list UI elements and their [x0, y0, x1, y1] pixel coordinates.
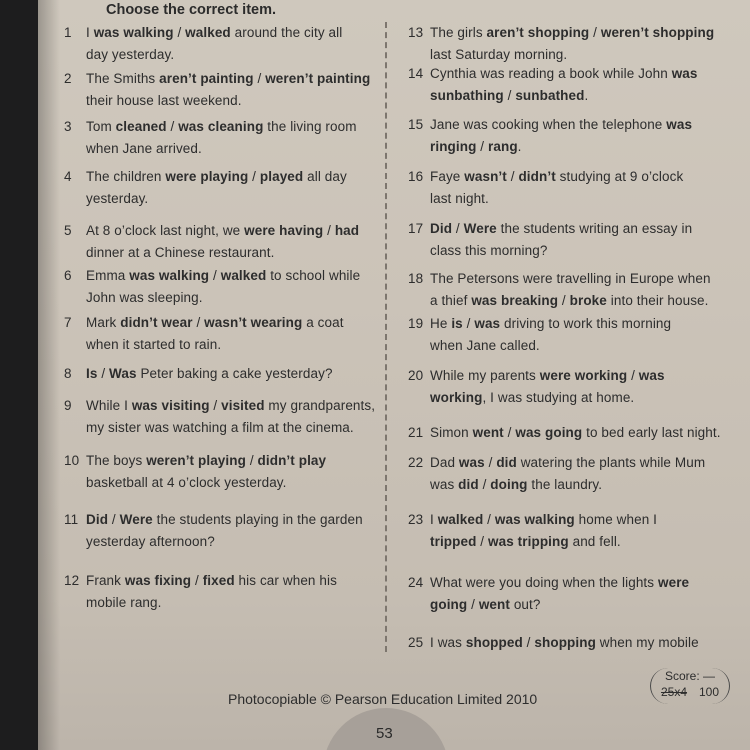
question-number: 3	[64, 119, 72, 134]
answer-option: Did	[430, 221, 453, 236]
question-text: The boys	[86, 453, 147, 468]
question-number: 11	[64, 512, 79, 527]
answer-option: was tripping	[488, 534, 569, 549]
answer-option: went	[472, 425, 504, 440]
score-right: 100	[698, 685, 720, 699]
question-text: last night.	[430, 191, 489, 206]
question-text: He	[430, 316, 452, 331]
question-text: The Smiths	[86, 71, 160, 86]
score-left: 25x4	[660, 685, 688, 699]
answer-option: did	[458, 477, 479, 492]
question-text: The girls	[430, 25, 487, 40]
question-number: 4	[64, 169, 72, 184]
question-text: While my parents	[430, 368, 540, 383]
question-16	[408, 166, 740, 210]
question-text: day yesterday.	[86, 47, 175, 62]
question-text: I	[430, 512, 438, 527]
question-text: yesterday.	[86, 191, 149, 206]
question-text: .	[517, 139, 522, 154]
question-text: John was sleeping.	[86, 290, 203, 305]
question-text: /	[253, 71, 266, 86]
question-number: 2	[64, 71, 72, 86]
question-19	[408, 313, 740, 357]
question-number: 9	[64, 398, 72, 413]
question-22	[408, 452, 740, 496]
answer-option: were having	[244, 223, 324, 238]
question-13	[408, 22, 740, 66]
answer-option: weren’t playing	[146, 453, 246, 468]
question-text: /	[506, 169, 519, 184]
answer-option: were	[657, 575, 690, 590]
question-text: Emma	[86, 268, 130, 283]
question-text: /	[522, 635, 535, 650]
question-text: /	[467, 597, 479, 612]
question-text: class this morning?	[430, 243, 548, 258]
question-number: 5	[64, 223, 72, 238]
question-number: 21	[408, 425, 424, 440]
answer-option: was	[666, 117, 693, 132]
question-text: mobile rang.	[86, 595, 162, 610]
question-text: their house last weekend.	[86, 93, 242, 108]
question-text: /	[97, 366, 110, 381]
question-8	[64, 363, 386, 385]
question-18	[408, 268, 740, 312]
question-24	[408, 572, 740, 616]
answer-option: weren’t painting	[265, 71, 371, 86]
question-text: Dad	[430, 455, 459, 470]
question-text: yesterday afternoon?	[86, 534, 215, 549]
answer-option: visited	[221, 398, 265, 413]
question-text: /	[248, 169, 260, 184]
answer-option: doing	[490, 477, 528, 492]
question-number: 6	[64, 268, 72, 283]
score-box	[650, 668, 730, 704]
question-text: was	[430, 477, 459, 492]
question-number: 18	[408, 271, 424, 286]
answer-option: played	[259, 169, 304, 184]
score-values-row	[651, 684, 729, 700]
question-2	[64, 68, 386, 112]
question-12	[64, 570, 386, 614]
question-text: /	[192, 315, 205, 330]
answer-option: was	[671, 66, 698, 81]
question-number: 13	[408, 25, 424, 40]
question-text: the living room	[263, 119, 357, 134]
answer-option: cleaned	[115, 119, 167, 134]
question-number: 23	[408, 512, 424, 527]
answer-option: walked	[220, 268, 267, 283]
question-text: when Jane called.	[430, 338, 540, 353]
answer-option: Is	[86, 366, 98, 381]
question-text: Mark	[86, 315, 121, 330]
question-1	[64, 22, 386, 66]
answer-option: was fixing	[124, 573, 192, 588]
question-text: Faye	[430, 169, 465, 184]
answer-option: shopped	[465, 635, 523, 650]
question-7	[64, 312, 386, 356]
question-text: The Petersons were travelling in Europe when	[430, 271, 711, 286]
question-text: basketball at 4 o’clock yesterday.	[86, 475, 287, 490]
question-text: driving to work this morning	[500, 316, 672, 331]
answer-option: went	[478, 597, 510, 612]
question-text: /	[476, 534, 489, 549]
question-text: The children	[86, 169, 166, 184]
question-text: Cynthia was reading a book while John	[430, 66, 672, 81]
question-text: /	[245, 453, 258, 468]
question-number: 19	[408, 316, 424, 331]
question-number: 20	[408, 368, 424, 383]
question-number: 17	[408, 221, 424, 236]
answer-option: were playing	[165, 169, 249, 184]
answer-option: didn’t play	[257, 453, 327, 468]
question-text: Frank	[86, 573, 125, 588]
question-text: , I was studying at home.	[482, 390, 635, 405]
answer-option: wasn’t wearing	[204, 315, 303, 330]
question-text: when Jane arrived.	[86, 141, 202, 156]
question-text: out?	[509, 597, 541, 612]
score-label: Score:	[664, 669, 700, 683]
answer-option: Were	[119, 512, 153, 527]
question-text: What were you doing when the lights	[430, 575, 658, 590]
question-text: /	[173, 25, 186, 40]
question-text: .	[584, 88, 589, 103]
question-text: /	[627, 368, 639, 383]
question-text: I was	[430, 635, 466, 650]
question-text: /	[166, 119, 179, 134]
answer-option: was walking	[494, 512, 575, 527]
workbook-page	[38, 0, 750, 750]
question-text: last Saturday morning.	[430, 47, 568, 62]
question-text: Peter baking a cake yesterday?	[136, 366, 333, 381]
answer-option: was walking	[93, 25, 174, 40]
question-text: dinner at a Chinese restaurant.	[86, 245, 275, 260]
question-text: a coat	[302, 315, 344, 330]
question-text: /	[209, 398, 222, 413]
question-4	[64, 166, 386, 210]
answer-option: Were	[463, 221, 497, 236]
answer-option: was	[458, 455, 485, 470]
question-text: Jane was cooking when the telephone	[430, 117, 667, 132]
answer-option: Did	[86, 512, 109, 527]
question-number: 22	[408, 455, 424, 470]
question-25	[408, 632, 740, 654]
question-text: /	[323, 223, 335, 238]
question-text: to school while	[266, 268, 361, 283]
answer-option: didn’t	[518, 169, 556, 184]
question-text: the students playing in the garden	[152, 512, 363, 527]
answer-option: wasn’t	[464, 169, 507, 184]
question-number: 12	[64, 573, 80, 588]
question-15	[408, 114, 740, 158]
question-20	[408, 365, 740, 409]
page-number: 53	[376, 725, 393, 742]
question-10	[64, 450, 386, 494]
question-text: Tom	[86, 119, 116, 134]
question-text: around the city all	[230, 25, 343, 40]
question-text: /	[483, 512, 495, 527]
answer-option: didn’t wear	[120, 315, 193, 330]
question-17	[408, 218, 740, 262]
question-text: I	[86, 25, 94, 40]
question-text: into their house.	[606, 293, 709, 308]
question-number: 10	[64, 453, 80, 468]
answer-option: was visiting	[131, 398, 210, 413]
answer-option: aren’t shopping	[486, 25, 590, 40]
question-text: /	[503, 88, 516, 103]
answer-option: shopping	[534, 635, 596, 650]
question-text: Simon	[430, 425, 473, 440]
question-text: a thief	[430, 293, 472, 308]
answer-option: walked	[437, 512, 484, 527]
question-text: /	[478, 477, 491, 492]
question-text: While I	[86, 398, 132, 413]
question-text: /	[452, 221, 464, 236]
question-text: the laundry.	[527, 477, 603, 492]
question-text: /	[191, 573, 203, 588]
question-text: the students writing an essay in	[496, 221, 693, 236]
question-5	[64, 220, 386, 264]
answer-option: ringing	[430, 139, 477, 154]
answer-option: aren’t painting	[159, 71, 254, 86]
question-text: /	[484, 455, 497, 470]
question-text: /	[589, 25, 601, 40]
question-text: my grandparents,	[264, 398, 376, 413]
answer-option: was walking	[129, 268, 210, 283]
score-dash: —	[703, 669, 716, 683]
score-label-row	[651, 668, 729, 684]
answer-option: going	[430, 597, 468, 612]
question-text: /	[209, 268, 221, 283]
question-23	[408, 509, 740, 553]
answer-option: working	[430, 390, 483, 405]
answer-option: weren’t shopping	[600, 25, 715, 40]
question-text: home when I	[574, 512, 658, 527]
question-number: 8	[64, 366, 72, 381]
question-text: all day	[303, 169, 347, 184]
question-text: At 8 o’clock last night, we	[86, 223, 245, 238]
question-text: when my mobile	[595, 635, 699, 650]
question-21	[408, 422, 740, 444]
question-text: and fell.	[568, 534, 621, 549]
question-text: /	[462, 316, 475, 331]
question-text: his car when his	[234, 573, 337, 588]
question-number: 25	[408, 635, 424, 650]
answer-option: was going	[515, 425, 583, 440]
question-text: studying at 9 o’clock	[555, 169, 684, 184]
answer-option: walked	[185, 25, 231, 40]
answer-option: had	[334, 223, 360, 238]
answer-option: sunbathed	[515, 88, 585, 103]
answer-option: was breaking	[471, 293, 559, 308]
answer-option: Was	[109, 366, 137, 381]
question-6	[64, 265, 386, 309]
question-text: my sister was watching a film at the cinema.	[86, 420, 354, 435]
answer-option: sunbathing	[430, 88, 504, 103]
answer-option: was	[474, 316, 501, 331]
question-text: when it started to rain.	[86, 337, 222, 352]
question-text: /	[476, 139, 489, 154]
question-text: watering the plants while Mum	[516, 455, 706, 470]
answer-option: is	[451, 316, 463, 331]
question-number: 16	[408, 169, 424, 184]
answer-option: broke	[569, 293, 607, 308]
exercise-heading: Choose the correct item.	[106, 2, 277, 18]
question-text: /	[558, 293, 570, 308]
answer-option: were working	[539, 368, 628, 383]
question-number: 1	[64, 25, 72, 40]
question-number: 15	[408, 117, 424, 132]
question-14	[408, 63, 740, 107]
answer-option: was cleaning	[178, 119, 264, 134]
question-9	[64, 395, 386, 439]
answer-option: tripped	[430, 534, 477, 549]
question-11	[64, 509, 386, 553]
answer-option: fixed	[202, 573, 235, 588]
answer-option: rang	[488, 139, 518, 154]
copyright-footer: Photocopiable © Pearson Education Limited 2010	[228, 691, 538, 707]
question-number: 14	[408, 66, 424, 81]
question-number: 24	[408, 575, 424, 590]
question-number: 7	[64, 315, 72, 330]
question-text: to bed early last night.	[582, 425, 721, 440]
question-3	[64, 116, 386, 160]
question-text: /	[503, 425, 516, 440]
question-text: /	[108, 512, 120, 527]
answer-option: was	[638, 368, 665, 383]
answer-option: did	[496, 455, 517, 470]
